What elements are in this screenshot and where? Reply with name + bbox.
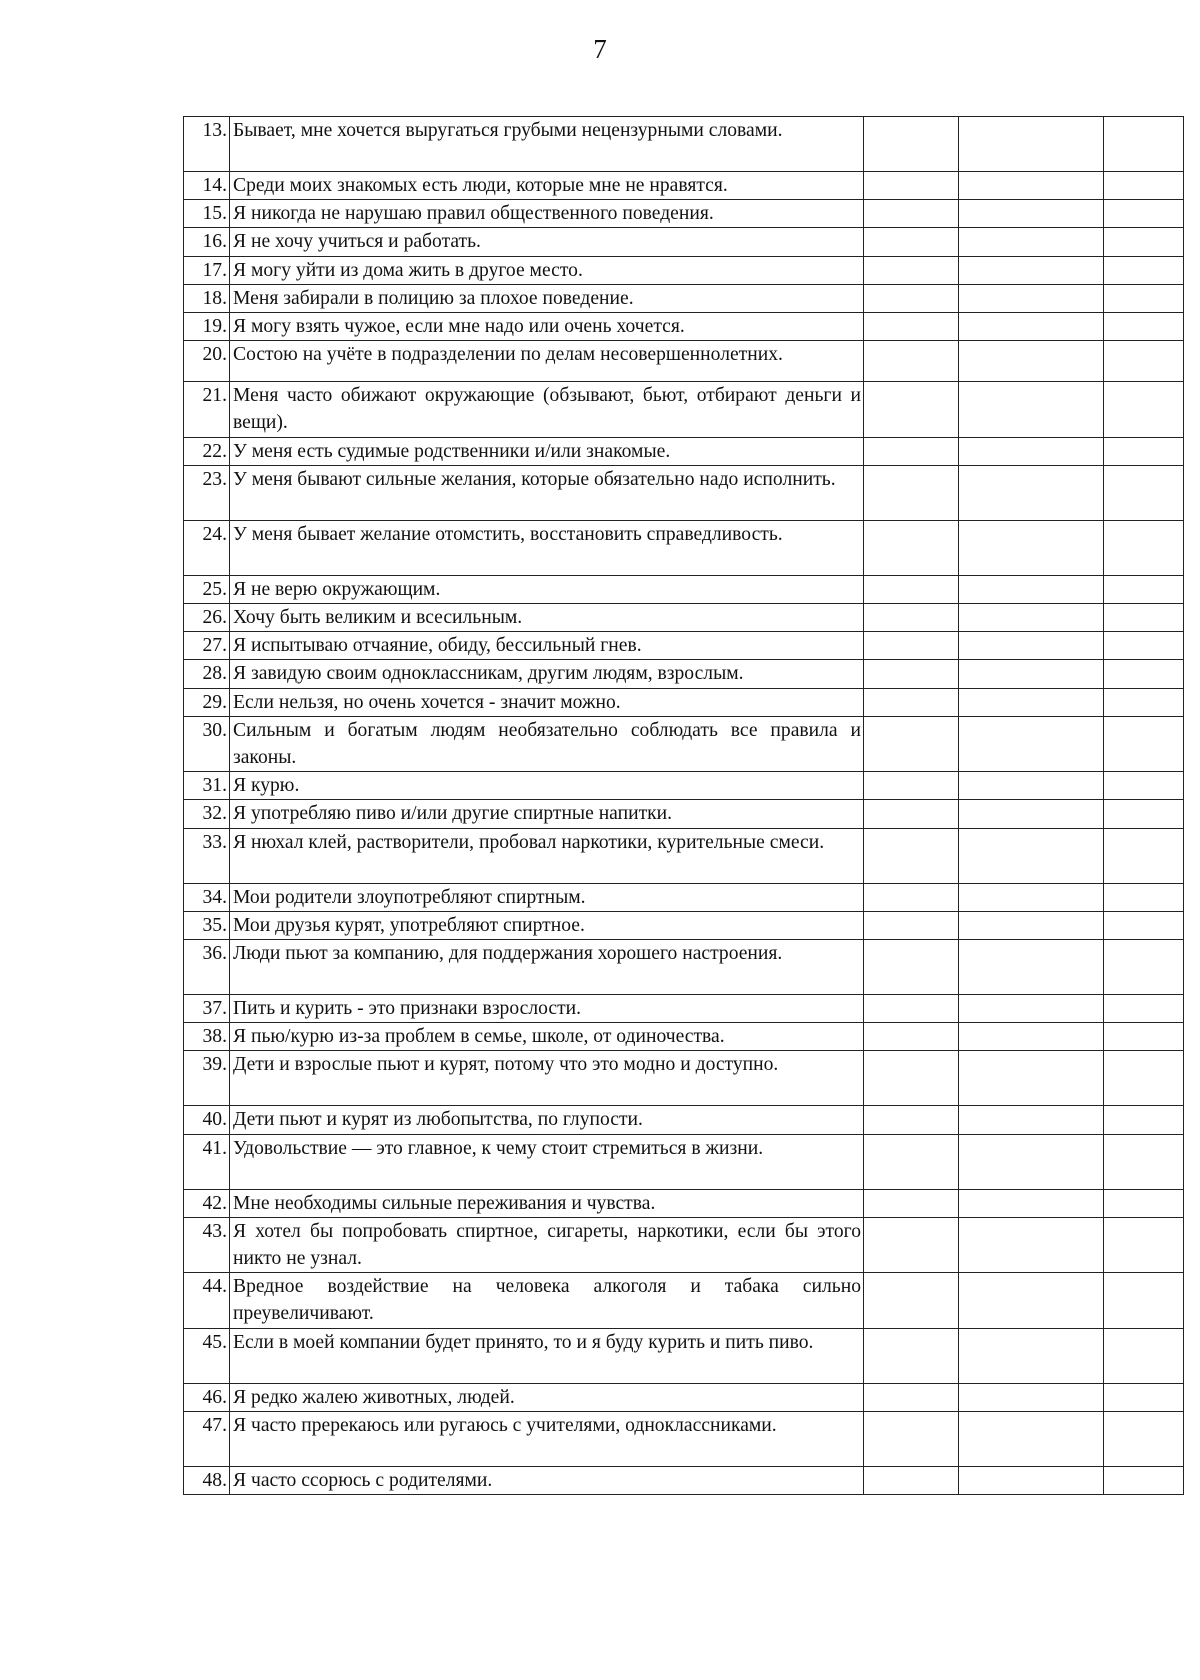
question-text: Я завидую своим одноклассникам, другим людям, взрослым. [230, 660, 864, 688]
answer-cell-c[interactable] [1104, 172, 1184, 200]
question-text: Если нельзя, но очень хочется - значит можно. [230, 688, 864, 716]
answer-cell-b[interactable] [959, 1051, 1104, 1106]
question-number: 43. [184, 1217, 230, 1272]
question-number: 39. [184, 1051, 230, 1106]
question-number: 45. [184, 1328, 230, 1383]
question-text: Меня забирали в полицию за плохое поведение. [230, 284, 864, 312]
question-number: 20. [184, 341, 230, 382]
question-text: Меня часто обижают окружающие (обзывают, бьют, отбирают деньги и вещи). [230, 382, 864, 437]
question-text: Я могу взять чужое, если мне надо или очень хочется. [230, 313, 864, 341]
question-number: 32. [184, 800, 230, 828]
answer-cell-c[interactable] [1104, 1383, 1184, 1411]
answer-cell-c[interactable] [1104, 800, 1184, 828]
question-number: 18. [184, 284, 230, 312]
question-number: 15. [184, 200, 230, 228]
answer-cell-c[interactable] [1104, 995, 1184, 1023]
answer-cell-b[interactable] [959, 883, 1104, 911]
question-row [184, 284, 1184, 312]
answer-cell-b[interactable] [959, 575, 1104, 603]
answer-cell-a[interactable] [864, 1023, 959, 1051]
answer-cell-a[interactable] [864, 575, 959, 603]
question-row [184, 1411, 1184, 1466]
answer-cell-b[interactable] [959, 995, 1104, 1023]
answer-cell-a[interactable] [864, 172, 959, 200]
answer-cell-a[interactable] [864, 228, 959, 256]
answer-cell-c[interactable] [1104, 341, 1184, 382]
question-text: У меня бывают сильные желания, которые обязательно надо исполнить. [230, 465, 864, 520]
answer-cell-c[interactable] [1104, 575, 1184, 603]
question-text: Я нюхал клей, растворители, пробовал наркотики, курительные смеси. [230, 828, 864, 883]
question-number: 48. [184, 1466, 230, 1494]
answer-cell-a[interactable] [864, 1051, 959, 1106]
question-text: Пить и курить - это признаки взрослости. [230, 995, 864, 1023]
answer-cell-a[interactable] [864, 772, 959, 800]
answer-cell-b[interactable] [959, 1328, 1104, 1383]
answer-cell-b[interactable] [959, 1189, 1104, 1217]
answer-cell-a[interactable] [864, 1106, 959, 1134]
question-text: Я могу уйти из дома жить в другое место. [230, 256, 864, 284]
answer-cell-c[interactable] [1104, 1217, 1184, 1272]
answer-cell-c[interactable] [1104, 313, 1184, 341]
question-row [184, 382, 1184, 437]
question-text: Я хотел бы попробовать спиртное, сигареты, наркотики, если бы этого никто не узнал. [230, 1217, 864, 1272]
question-number: 41. [184, 1134, 230, 1189]
answer-cell-c[interactable] [1104, 940, 1184, 995]
question-row [184, 1106, 1184, 1134]
answer-cell-a[interactable] [864, 940, 959, 995]
question-number: 30. [184, 716, 230, 771]
question-number: 33. [184, 828, 230, 883]
question-text: Я часто ссорюсь с родителями. [230, 1466, 864, 1494]
question-text-clipped: Состою на учёте в подразделении по делам несовершеннолетних. [233, 344, 783, 366]
answer-cell-b[interactable] [959, 772, 1104, 800]
question-row [184, 1217, 1184, 1272]
answer-cell-a[interactable] [864, 1328, 959, 1383]
answer-cell-b[interactable] [959, 1217, 1104, 1272]
question-row [184, 256, 1184, 284]
question-row [184, 228, 1184, 256]
question-row [184, 940, 1184, 995]
question-number: 27. [184, 632, 230, 660]
question-row [184, 1328, 1184, 1383]
answer-cell-a[interactable] [864, 1273, 959, 1328]
answer-cell-a[interactable] [864, 995, 959, 1023]
question-row [184, 172, 1184, 200]
answer-cell-b[interactable] [959, 382, 1104, 437]
answer-cell-b[interactable] [959, 313, 1104, 341]
answer-cell-c[interactable] [1104, 772, 1184, 800]
answer-cell-b[interactable] [959, 520, 1104, 575]
answer-cell-a[interactable] [864, 382, 959, 437]
answer-cell-b[interactable] [959, 437, 1104, 465]
answer-cell-a[interactable] [864, 660, 959, 688]
answer-cell-a[interactable] [864, 520, 959, 575]
answer-cell-c[interactable] [1104, 465, 1184, 520]
question-text: Вредное воздействие на человека алкоголя и табака сильно преувеличивают. [230, 1273, 864, 1328]
answer-cell-a[interactable] [864, 1411, 959, 1466]
answer-cell-a[interactable] [864, 284, 959, 312]
answer-cell-c[interactable] [1104, 1466, 1184, 1494]
answer-cell-a[interactable] [864, 256, 959, 284]
answer-cell-a[interactable] [864, 632, 959, 660]
answer-cell-b[interactable] [959, 1466, 1104, 1494]
question-number: 26. [184, 604, 230, 632]
answer-cell-b[interactable] [959, 716, 1104, 771]
answer-cell-c[interactable] [1104, 1189, 1184, 1217]
answer-cell-a[interactable] [864, 313, 959, 341]
question-number: 23. [184, 465, 230, 520]
questionnaire-table [183, 116, 1184, 1495]
question-text: Если в моей компании будет принято, то и я буду курить и пить пиво. [230, 1328, 864, 1383]
answer-cell-a[interactable] [864, 1217, 959, 1272]
answer-cell-b[interactable] [959, 1411, 1104, 1466]
answer-cell-b[interactable] [959, 828, 1104, 883]
question-number: 29. [184, 688, 230, 716]
question-row [184, 632, 1184, 660]
question-row [184, 1273, 1184, 1328]
page-number: 7 [593, 34, 607, 64]
question-number: 19. [184, 313, 230, 341]
question-row [184, 1466, 1184, 1494]
answer-cell-a[interactable] [864, 883, 959, 911]
answer-cell-c[interactable] [1104, 1328, 1184, 1383]
question-number: 46. [184, 1383, 230, 1411]
answer-cell-a[interactable] [864, 1466, 959, 1494]
answer-cell-b[interactable] [959, 800, 1104, 828]
answer-cell-c[interactable] [1104, 660, 1184, 688]
question-number: 25. [184, 575, 230, 603]
question-number: 34. [184, 883, 230, 911]
answer-cell-a[interactable] [864, 341, 959, 382]
question-text: Среди моих знакомых есть люди, которые мне не нравятся. [230, 172, 864, 200]
question-row [184, 465, 1184, 520]
answer-cell-a[interactable] [864, 604, 959, 632]
question-number: 42. [184, 1189, 230, 1217]
question-row [184, 660, 1184, 688]
question-text: У меня есть судимые родственники и/или знакомые. [230, 437, 864, 465]
question-row [184, 313, 1184, 341]
answer-cell-b[interactable] [959, 256, 1104, 284]
question-text: Я никогда не нарушаю правил общественного поведения. [230, 200, 864, 228]
question-text: Я употребляю пиво и/или другие спиртные напитки. [230, 800, 864, 828]
answer-cell-a[interactable] [864, 828, 959, 883]
question-row [184, 800, 1184, 828]
answer-cell-c[interactable] [1104, 284, 1184, 312]
answer-cell-b[interactable] [959, 660, 1104, 688]
answer-cell-a[interactable] [864, 117, 959, 172]
answer-cell-a[interactable] [864, 1383, 959, 1411]
answer-cell-b[interactable] [959, 1106, 1104, 1134]
answer-cell-a[interactable] [864, 716, 959, 771]
answer-cell-c[interactable] [1104, 828, 1184, 883]
answer-cell-c[interactable] [1104, 1106, 1184, 1134]
answer-cell-b[interactable] [959, 1134, 1104, 1189]
question-number: 37. [184, 995, 230, 1023]
question-row [184, 688, 1184, 716]
answer-cell-b[interactable] [959, 172, 1104, 200]
answer-cell-b[interactable] [959, 911, 1104, 939]
question-text: Удовольствие — это главное, к чему стоит стремиться в жизни. [230, 1134, 864, 1189]
question-text: Я редко жалею животных, людей. [230, 1383, 864, 1411]
answer-cell-b[interactable] [959, 284, 1104, 312]
answer-cell-b[interactable] [959, 341, 1104, 382]
question-row [184, 604, 1184, 632]
answer-cell-b[interactable] [959, 465, 1104, 520]
answer-cell-c[interactable] [1104, 632, 1184, 660]
question-text [230, 341, 864, 382]
question-row [184, 883, 1184, 911]
question-number: 17. [184, 256, 230, 284]
question-text: Я пью/курю из-за проблем в семье, школе, от одиночества. [230, 1023, 864, 1051]
question-row [184, 1383, 1184, 1411]
question-number: 47. [184, 1411, 230, 1466]
answer-cell-b[interactable] [959, 228, 1104, 256]
question-number: 36. [184, 940, 230, 995]
questionnaire-rows [184, 117, 1184, 1495]
question-text: Сильным и богатым людям необязательно соблюдать все правила и законы. [230, 716, 864, 771]
question-number: 35. [184, 911, 230, 939]
question-number: 40. [184, 1106, 230, 1134]
question-number: 44. [184, 1273, 230, 1328]
answer-cell-c[interactable] [1104, 1051, 1184, 1106]
answer-cell-a[interactable] [864, 688, 959, 716]
question-row [184, 911, 1184, 939]
question-number: 38. [184, 1023, 230, 1051]
question-number: 24. [184, 520, 230, 575]
question-row [184, 575, 1184, 603]
question-text: У меня бывает желание отомстить, восстановить справедливость. [230, 520, 864, 575]
answer-cell-b[interactable] [959, 632, 1104, 660]
question-text: Я не верю окружающим. [230, 575, 864, 603]
answer-cell-a[interactable] [864, 800, 959, 828]
question-text: Дети и взрослые пьют и курят, потому что это модно и доступно. [230, 1051, 864, 1106]
question-number: 13. [184, 117, 230, 172]
answer-cell-c[interactable] [1104, 1411, 1184, 1466]
question-number: 22. [184, 437, 230, 465]
answer-cell-a[interactable] [864, 1189, 959, 1217]
answer-cell-c[interactable] [1104, 117, 1184, 172]
answer-cell-c[interactable] [1104, 604, 1184, 632]
question-row [184, 200, 1184, 228]
answer-cell-a[interactable] [864, 200, 959, 228]
answer-cell-c[interactable] [1104, 256, 1184, 284]
question-text: Я не хочу учиться и работать. [230, 228, 864, 256]
question-text: Люди пьют за компанию, для поддержания хорошего настроения. [230, 940, 864, 995]
answer-cell-c[interactable] [1104, 1273, 1184, 1328]
answer-cell-c[interactable] [1104, 520, 1184, 575]
answer-cell-c[interactable] [1104, 437, 1184, 465]
question-text: Я курю. [230, 772, 864, 800]
question-text: Хочу быть великим и всесильным. [230, 604, 864, 632]
question-row [184, 828, 1184, 883]
answer-cell-c[interactable] [1104, 200, 1184, 228]
answer-cell-a[interactable] [864, 437, 959, 465]
question-number: 16. [184, 228, 230, 256]
answer-cell-c[interactable] [1104, 228, 1184, 256]
answer-cell-a[interactable] [864, 911, 959, 939]
answer-cell-b[interactable] [959, 604, 1104, 632]
question-row [184, 520, 1184, 575]
question-text: Мне необходимы сильные переживания и чувства. [230, 1189, 864, 1217]
answer-cell-b[interactable] [959, 1383, 1104, 1411]
answer-cell-a[interactable] [864, 1134, 959, 1189]
question-number: 28. [184, 660, 230, 688]
question-row [184, 117, 1184, 172]
question-text: Бывает, мне хочется выругаться грубыми нецензурными словами. [230, 117, 864, 172]
question-text: Я испытываю отчаяние, обиду, бессильный гнев. [230, 632, 864, 660]
question-row [184, 1051, 1184, 1106]
question-row [184, 772, 1184, 800]
question-row [184, 341, 1184, 382]
answer-cell-c[interactable] [1104, 883, 1184, 911]
question-text: Дети пьют и курят из любопытства, по глупости. [230, 1106, 864, 1134]
answer-cell-c[interactable] [1104, 1023, 1184, 1051]
question-text: Я часто пререкаюсь или ругаюсь с учителями, одноклассниками. [230, 1411, 864, 1466]
answer-cell-c[interactable] [1104, 688, 1184, 716]
question-number: 31. [184, 772, 230, 800]
answer-cell-b[interactable] [959, 1023, 1104, 1051]
answer-cell-b[interactable] [959, 200, 1104, 228]
answer-cell-b[interactable] [959, 940, 1104, 995]
question-row [184, 716, 1184, 771]
answer-cell-c[interactable] [1104, 911, 1184, 939]
answer-cell-c[interactable] [1104, 716, 1184, 771]
question-row [184, 1134, 1184, 1189]
question-row [184, 995, 1184, 1023]
question-row [184, 1023, 1184, 1051]
question-row [184, 1189, 1184, 1217]
answer-cell-c[interactable] [1104, 382, 1184, 437]
answer-cell-a[interactable] [864, 465, 959, 520]
answer-cell-b[interactable] [959, 688, 1104, 716]
question-number: 21. [184, 382, 230, 437]
question-text: Мои родители злоупотребляют спиртным. [230, 883, 864, 911]
answer-cell-c[interactable] [1104, 1134, 1184, 1189]
question-number: 14. [184, 172, 230, 200]
answer-cell-b[interactable] [959, 117, 1104, 172]
question-row [184, 437, 1184, 465]
question-text: Мои друзья курят, употребляют спиртное. [230, 911, 864, 939]
answer-cell-b[interactable] [959, 1273, 1104, 1328]
